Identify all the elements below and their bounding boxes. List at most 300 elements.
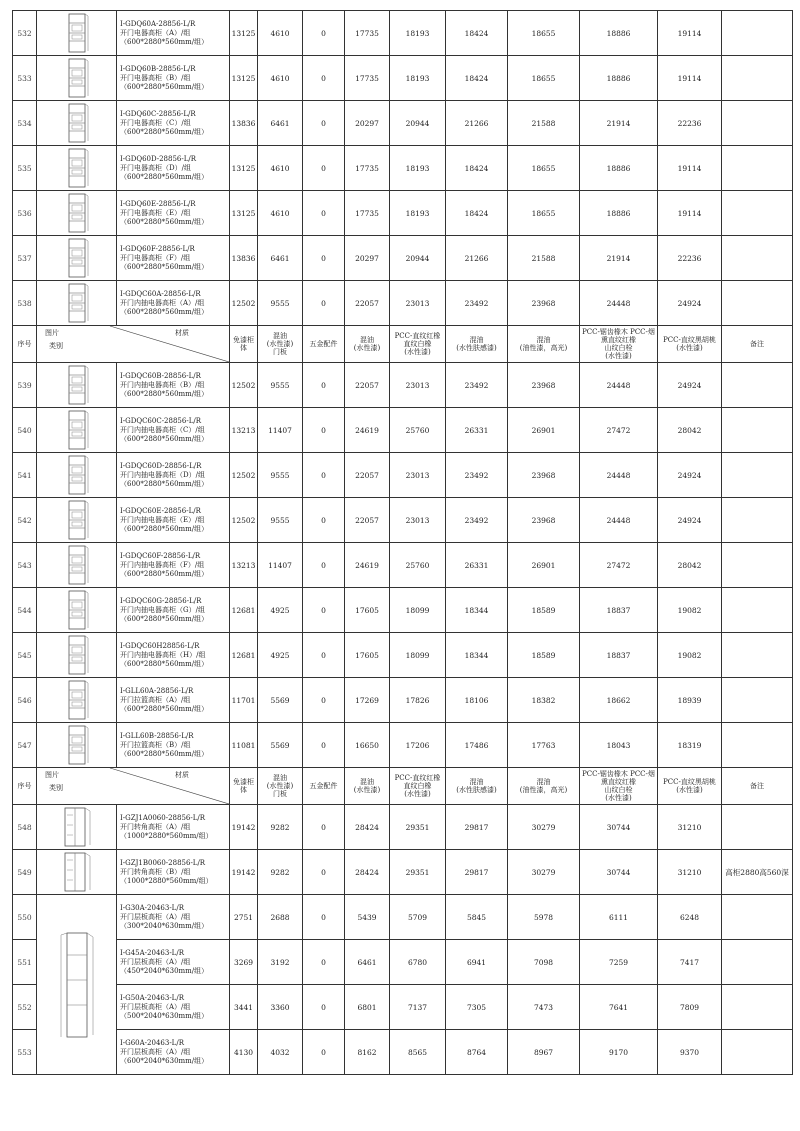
row-price-2: 0 [303,1030,345,1075]
row-seq: 535 [13,146,37,191]
row-description: I-GDQC60D-28856-L/R 开门内抽电器高柜（D）/组 （600*2880*560mm/组） [117,453,230,498]
row-price-7: 18837 [580,633,658,678]
row-price-8: 24924 [658,281,722,326]
row-price-2: 0 [303,363,345,408]
row-description: I-G45A-20463-L/R 开门层板高柜（A）/组 （450*2040*630mm/组） [117,940,230,985]
row-remark [722,940,793,985]
row-price-0: 12502 [230,498,258,543]
row-price-3: 16650 [345,723,390,768]
row-price-1: 11407 [258,408,303,453]
row-price-3: 17269 [345,678,390,723]
row-picture [37,678,117,723]
header-col-5: 混油 (水性肤感漆) [446,768,508,805]
row-seq: 542 [13,498,37,543]
table-row [13,408,793,453]
row-price-7: 24448 [580,281,658,326]
row-price-3: 17605 [345,633,390,678]
cabinet-thumbnail-icon [64,238,90,278]
row-price-5: 18424 [446,56,508,101]
row-price-3: 28424 [345,850,390,895]
row-price-0: 13836 [230,101,258,146]
cabinet-thumbnail-icon [64,680,90,720]
row-price-5: 29817 [446,805,508,850]
row-price-0: 13125 [230,56,258,101]
row-remark [722,543,793,588]
header-category: 类别 [49,784,63,792]
header-category: 类别 [49,342,63,350]
row-price-3: 22057 [345,363,390,408]
row-seq: 553 [13,1030,37,1075]
row-price-3: 5439 [345,895,390,940]
header-col-0: 免漆柜 体 [230,326,258,363]
row-price-7: 27472 [580,543,658,588]
row-price-8: 31210 [658,850,722,895]
row-price-1: 3360 [258,985,303,1030]
row-price-5: 18344 [446,633,508,678]
row-seq: 539 [13,363,37,408]
row-price-6: 21588 [508,236,580,281]
row-price-0: 19142 [230,805,258,850]
row-price-6: 23968 [508,453,580,498]
row-picture [37,588,117,633]
row-description: I-GDQ60F-28856-L/R 开门电器高柜（F）/组 （600*2880*560mm/组） [117,236,230,281]
table-row [13,1030,793,1075]
row-price-1: 6461 [258,101,303,146]
row-price-0: 4130 [230,1030,258,1075]
row-description: I-GDQC60F-28856-L/R 开门内抽电器高柜（F）/组 （600*2880*560mm/组） [117,543,230,588]
header-col-6: 混油 (油性漆，高光) [508,326,580,363]
row-price-2: 0 [303,236,345,281]
row-picture [37,281,117,326]
row-description: I-GZJ1A0060-28856-L/R 开门转角高柜（A）/组 （1000*2880*560mm/组） [117,805,230,850]
row-price-4: 25760 [390,408,446,453]
row-price-2: 0 [303,101,345,146]
row-price-8: 7809 [658,985,722,1030]
header-col-0: 免漆柜 体 [230,768,258,805]
header-col-8: PCC-直纹黑胡桃 (水性漆) [658,326,722,363]
row-price-1: 9555 [258,363,303,408]
row-description: I-GDQ60E-28856-L/R 开门电器高柜（E）/组 （600*2880*560mm/组） [117,191,230,236]
table-body [13,11,793,1075]
row-picture [37,633,117,678]
row-price-6: 30279 [508,805,580,850]
row-price-6: 23968 [508,363,580,408]
header-col-8: PCC-直纹黑胡桃 (水性漆) [658,768,722,805]
row-price-8: 7417 [658,940,722,985]
row-price-5: 21266 [446,101,508,146]
row-price-3: 22057 [345,453,390,498]
header-col-1: 混油 (水性漆) 门板 [258,326,303,363]
cabinet-thumbnail-icon [64,193,90,233]
row-price-7: 24448 [580,453,658,498]
row-price-8: 9370 [658,1030,722,1075]
table-row [13,146,793,191]
row-picture [37,498,117,543]
row-picture [37,453,117,498]
row-seq: 546 [13,678,37,723]
row-price-5: 18106 [446,678,508,723]
row-picture [37,146,117,191]
row-remark [722,408,793,453]
row-picture [37,101,117,146]
header-col-3: 混油 (水性漆) [345,768,390,805]
cabinet-thumbnail-icon [64,590,90,630]
header-col-7: PCC-锯齿橡木 PCC-烟 熏直纹红橡 山纹白栓 (水性漆) [580,768,658,805]
row-price-5: 18424 [446,11,508,56]
row-seq: 538 [13,281,37,326]
row-price-8: 19114 [658,11,722,56]
header-pic-material-category [37,326,230,363]
cabinet-thumbnail-icon [57,925,97,1045]
table-row [13,678,793,723]
row-description: I-GDQC60E-28856-L/R 开门内抽电器高柜（E）/组 （600*2880*560mm/组） [117,498,230,543]
header-material: 材质 [175,771,189,779]
row-price-7: 24448 [580,498,658,543]
row-price-6: 23968 [508,281,580,326]
table-row [13,498,793,543]
row-price-4: 17826 [390,678,446,723]
cabinet-thumbnail-icon [59,807,95,847]
row-price-0: 11081 [230,723,258,768]
row-remark [722,101,793,146]
row-remark [722,453,793,498]
row-price-4: 18193 [390,11,446,56]
row-price-6: 8967 [508,1030,580,1075]
row-seq: 532 [13,11,37,56]
price-table [12,10,793,1075]
row-price-2: 0 [303,56,345,101]
cabinet-thumbnail-icon [64,103,90,143]
row-price-3: 20297 [345,101,390,146]
row-remark [722,895,793,940]
row-price-8: 19082 [658,633,722,678]
row-description: I-GDQ60D-28856-L/R 开门电器高柜（D）/组 （600*2880*560mm/组） [117,146,230,191]
row-price-2: 0 [303,805,345,850]
row-price-7: 30744 [580,805,658,850]
row-price-7: 18837 [580,588,658,633]
row-price-8: 18939 [658,678,722,723]
row-price-6: 18655 [508,191,580,236]
row-price-7: 9170 [580,1030,658,1075]
row-price-0: 11701 [230,678,258,723]
row-price-4: 18099 [390,588,446,633]
row-price-4: 20944 [390,236,446,281]
row-price-4: 23013 [390,453,446,498]
row-price-0: 13213 [230,408,258,453]
row-price-7: 18886 [580,56,658,101]
row-price-0: 12502 [230,281,258,326]
row-picture [37,805,117,850]
table-row [13,895,793,940]
row-remark [722,56,793,101]
table-row [13,985,793,1030]
row-price-1: 2688 [258,895,303,940]
row-price-4: 18193 [390,146,446,191]
row-price-5: 8764 [446,1030,508,1075]
row-price-8: 19114 [658,146,722,191]
row-price-0: 3441 [230,985,258,1030]
row-picture [37,850,117,895]
row-price-4: 20944 [390,101,446,146]
row-price-1: 9555 [258,453,303,498]
row-description: I-GDQ60C-28856-L/R 开门电器高柜（C）/组 （600*2880*560mm/组） [117,101,230,146]
row-seq: 543 [13,543,37,588]
table-row [13,281,793,326]
row-price-2: 0 [303,985,345,1030]
header-picture: 图片 [45,771,59,779]
row-price-0: 13125 [230,146,258,191]
row-price-8: 24924 [658,363,722,408]
row-price-7: 18886 [580,146,658,191]
row-price-7: 18662 [580,678,658,723]
table-row [13,850,793,895]
cabinet-thumbnail-icon [64,545,90,585]
cabinet-thumbnail-icon [64,148,90,188]
header-seq: 序号 [13,768,37,805]
row-remark [722,236,793,281]
row-description: I-G60A-20463-L/R 开门层板高柜（A）/组 （600*2040*630mm/组） [117,1030,230,1075]
header-col-4: PCC-直纹红橡 直纹白橡 (水性漆) [390,768,446,805]
row-remark [722,498,793,543]
cabinet-thumbnail-icon [64,58,90,98]
row-price-5: 23492 [446,498,508,543]
row-price-5: 26331 [446,408,508,453]
row-price-0: 13125 [230,11,258,56]
row-description: I-GDQ60B-28856-L/R 开门电器高柜（B）/组 （600*2880*560mm/组） [117,56,230,101]
row-price-2: 0 [303,543,345,588]
row-price-4: 8565 [390,1030,446,1075]
row-price-0: 12681 [230,588,258,633]
cabinet-thumbnail-icon [64,455,90,495]
header-col-1: 混油 (水性漆) 门板 [258,768,303,805]
row-price-3: 6801 [345,985,390,1030]
header-col-3: 混油 (水性漆) [345,326,390,363]
row-price-2: 0 [303,11,345,56]
row-description: I-GLL60A-28856-L/R 开门拉篮高柜（A）/组 （600*2880*560mm/组） [117,678,230,723]
row-price-1: 5569 [258,723,303,768]
header-remark: 备注 [722,768,793,805]
row-price-6: 5978 [508,895,580,940]
row-price-0: 19142 [230,850,258,895]
row-price-1: 3192 [258,940,303,985]
row-price-4: 7137 [390,985,446,1030]
cabinet-thumbnail-icon [64,410,90,450]
row-remark [722,805,793,850]
header-col-4: PCC-直纹红橡 直纹白橡 (水性漆) [390,326,446,363]
row-price-3: 24619 [345,543,390,588]
row-price-3: 17735 [345,11,390,56]
row-price-0: 12681 [230,633,258,678]
row-price-3: 17605 [345,588,390,633]
row-price-6: 18589 [508,588,580,633]
row-price-1: 4610 [258,11,303,56]
row-price-7: 18886 [580,191,658,236]
row-price-6: 21588 [508,101,580,146]
row-price-3: 17735 [345,146,390,191]
row-price-8: 18319 [658,723,722,768]
row-price-5: 6941 [446,940,508,985]
row-price-3: 17735 [345,56,390,101]
row-price-2: 0 [303,588,345,633]
cabinet-thumbnail-icon [59,852,95,892]
header-col-7: PCC-锯齿橡木 PCC-烟 熏直纹红橡 山纹白栓 (水性漆) [580,326,658,363]
header-seq: 序号 [13,326,37,363]
row-remark [722,146,793,191]
row-price-2: 0 [303,723,345,768]
row-seq: 552 [13,985,37,1030]
row-seq: 540 [13,408,37,453]
row-picture [37,56,117,101]
row-price-3: 8162 [345,1030,390,1075]
row-price-3: 22057 [345,498,390,543]
header-col-6: 混油 (油性漆，高光) [508,768,580,805]
row-seq: 545 [13,633,37,678]
row-price-8: 24924 [658,453,722,498]
row-price-1: 11407 [258,543,303,588]
row-price-3: 20297 [345,236,390,281]
row-price-3: 22057 [345,281,390,326]
header-picture: 图片 [45,329,59,337]
row-price-4: 18193 [390,56,446,101]
row-price-8: 19114 [658,56,722,101]
row-description: I-G50A-20463-L/R 开门层板高柜（A）/组 （500*2040*630mm/组） [117,985,230,1030]
row-price-6: 17763 [508,723,580,768]
row-price-6: 7473 [508,985,580,1030]
row-price-6: 30279 [508,850,580,895]
row-seq: 537 [13,236,37,281]
table-row [13,940,793,985]
row-price-6: 23968 [508,498,580,543]
row-price-7: 6111 [580,895,658,940]
table-row [13,543,793,588]
table-row [13,101,793,146]
row-picture [37,723,117,768]
row-price-5: 18344 [446,588,508,633]
row-price-7: 18043 [580,723,658,768]
row-seq: 541 [13,453,37,498]
row-description: I-GDQC60H28856-L/R 开门内抽电器高柜（H）/组 （600*2880*560mm/组） [117,633,230,678]
cabinet-thumbnail-icon [64,500,90,540]
table-row [13,11,793,56]
row-seq: 547 [13,723,37,768]
row-price-4: 6780 [390,940,446,985]
row-price-7: 7259 [580,940,658,985]
row-price-4: 18099 [390,633,446,678]
row-price-4: 25760 [390,543,446,588]
row-price-7: 21914 [580,101,658,146]
row-description: I-GDQC60B-28856-L/R 开门内抽电器高柜（B）/组 （600*2880*560mm/组） [117,363,230,408]
row-remark [722,633,793,678]
header-remark: 备注 [722,326,793,363]
row-price-4: 29351 [390,805,446,850]
row-price-5: 18424 [446,191,508,236]
row-price-5: 17486 [446,723,508,768]
table-row [13,805,793,850]
row-price-3: 24619 [345,408,390,453]
row-price-1: 9282 [258,850,303,895]
row-price-1: 4925 [258,633,303,678]
row-picture [37,191,117,236]
cabinet-thumbnail-icon [64,283,90,323]
row-picture [37,236,117,281]
cabinet-thumbnail-icon [64,635,90,675]
row-remark [722,723,793,768]
row-price-7: 24448 [580,363,658,408]
row-remark [722,363,793,408]
row-price-2: 0 [303,895,345,940]
row-price-2: 0 [303,191,345,236]
row-price-1: 4032 [258,1030,303,1075]
row-price-8: 24924 [658,498,722,543]
row-picture-merged [37,895,117,1075]
row-price-6: 18655 [508,56,580,101]
row-price-5: 26331 [446,543,508,588]
row-price-2: 0 [303,633,345,678]
row-price-6: 26901 [508,543,580,588]
row-price-5: 23492 [446,281,508,326]
row-price-4: 23013 [390,498,446,543]
row-seq: 534 [13,101,37,146]
header-material: 材质 [175,329,189,337]
row-price-1: 6461 [258,236,303,281]
row-price-3: 28424 [345,805,390,850]
row-price-1: 9282 [258,805,303,850]
row-price-4: 29351 [390,850,446,895]
row-description: I-GDQC60C-28856-L/R 开门内抽电器高柜（C）/组 （600*2880*560mm/组） [117,408,230,453]
row-price-8: 22236 [658,236,722,281]
row-price-6: 7098 [508,940,580,985]
header-col-2: 五金配件 [303,768,345,805]
row-remark [722,11,793,56]
row-price-5: 23492 [446,453,508,498]
row-price-1: 4925 [258,588,303,633]
row-price-7: 30744 [580,850,658,895]
header-pic-material-category [37,768,230,805]
row-seq: 544 [13,588,37,633]
cabinet-thumbnail-icon [64,13,90,53]
cabinet-thumbnail-icon [64,365,90,405]
row-price-0: 12502 [230,453,258,498]
row-description: I-G30A-20463-L/R 开门层板高柜（A）/组 （300*2040*630mm/组） [117,895,230,940]
row-remark [722,678,793,723]
row-seq: 548 [13,805,37,850]
header-col-5: 混油 (水性肤感漆) [446,326,508,363]
row-price-7: 7641 [580,985,658,1030]
table-row [13,191,793,236]
row-price-7: 21914 [580,236,658,281]
row-price-0: 13213 [230,543,258,588]
row-picture [37,408,117,453]
row-seq: 550 [13,895,37,940]
row-price-2: 0 [303,850,345,895]
row-price-5: 18424 [446,146,508,191]
table-header-row [13,326,793,363]
row-price-2: 0 [303,146,345,191]
table-header-row [13,768,793,805]
row-price-0: 13836 [230,236,258,281]
row-picture [37,11,117,56]
row-picture [37,543,117,588]
row-price-7: 18886 [580,11,658,56]
row-price-1: 4610 [258,56,303,101]
row-price-2: 0 [303,453,345,498]
row-remark [722,985,793,1030]
row-price-6: 18589 [508,633,580,678]
row-price-8: 19114 [658,191,722,236]
row-price-5: 29817 [446,850,508,895]
table-row [13,633,793,678]
row-remark [722,1030,793,1075]
